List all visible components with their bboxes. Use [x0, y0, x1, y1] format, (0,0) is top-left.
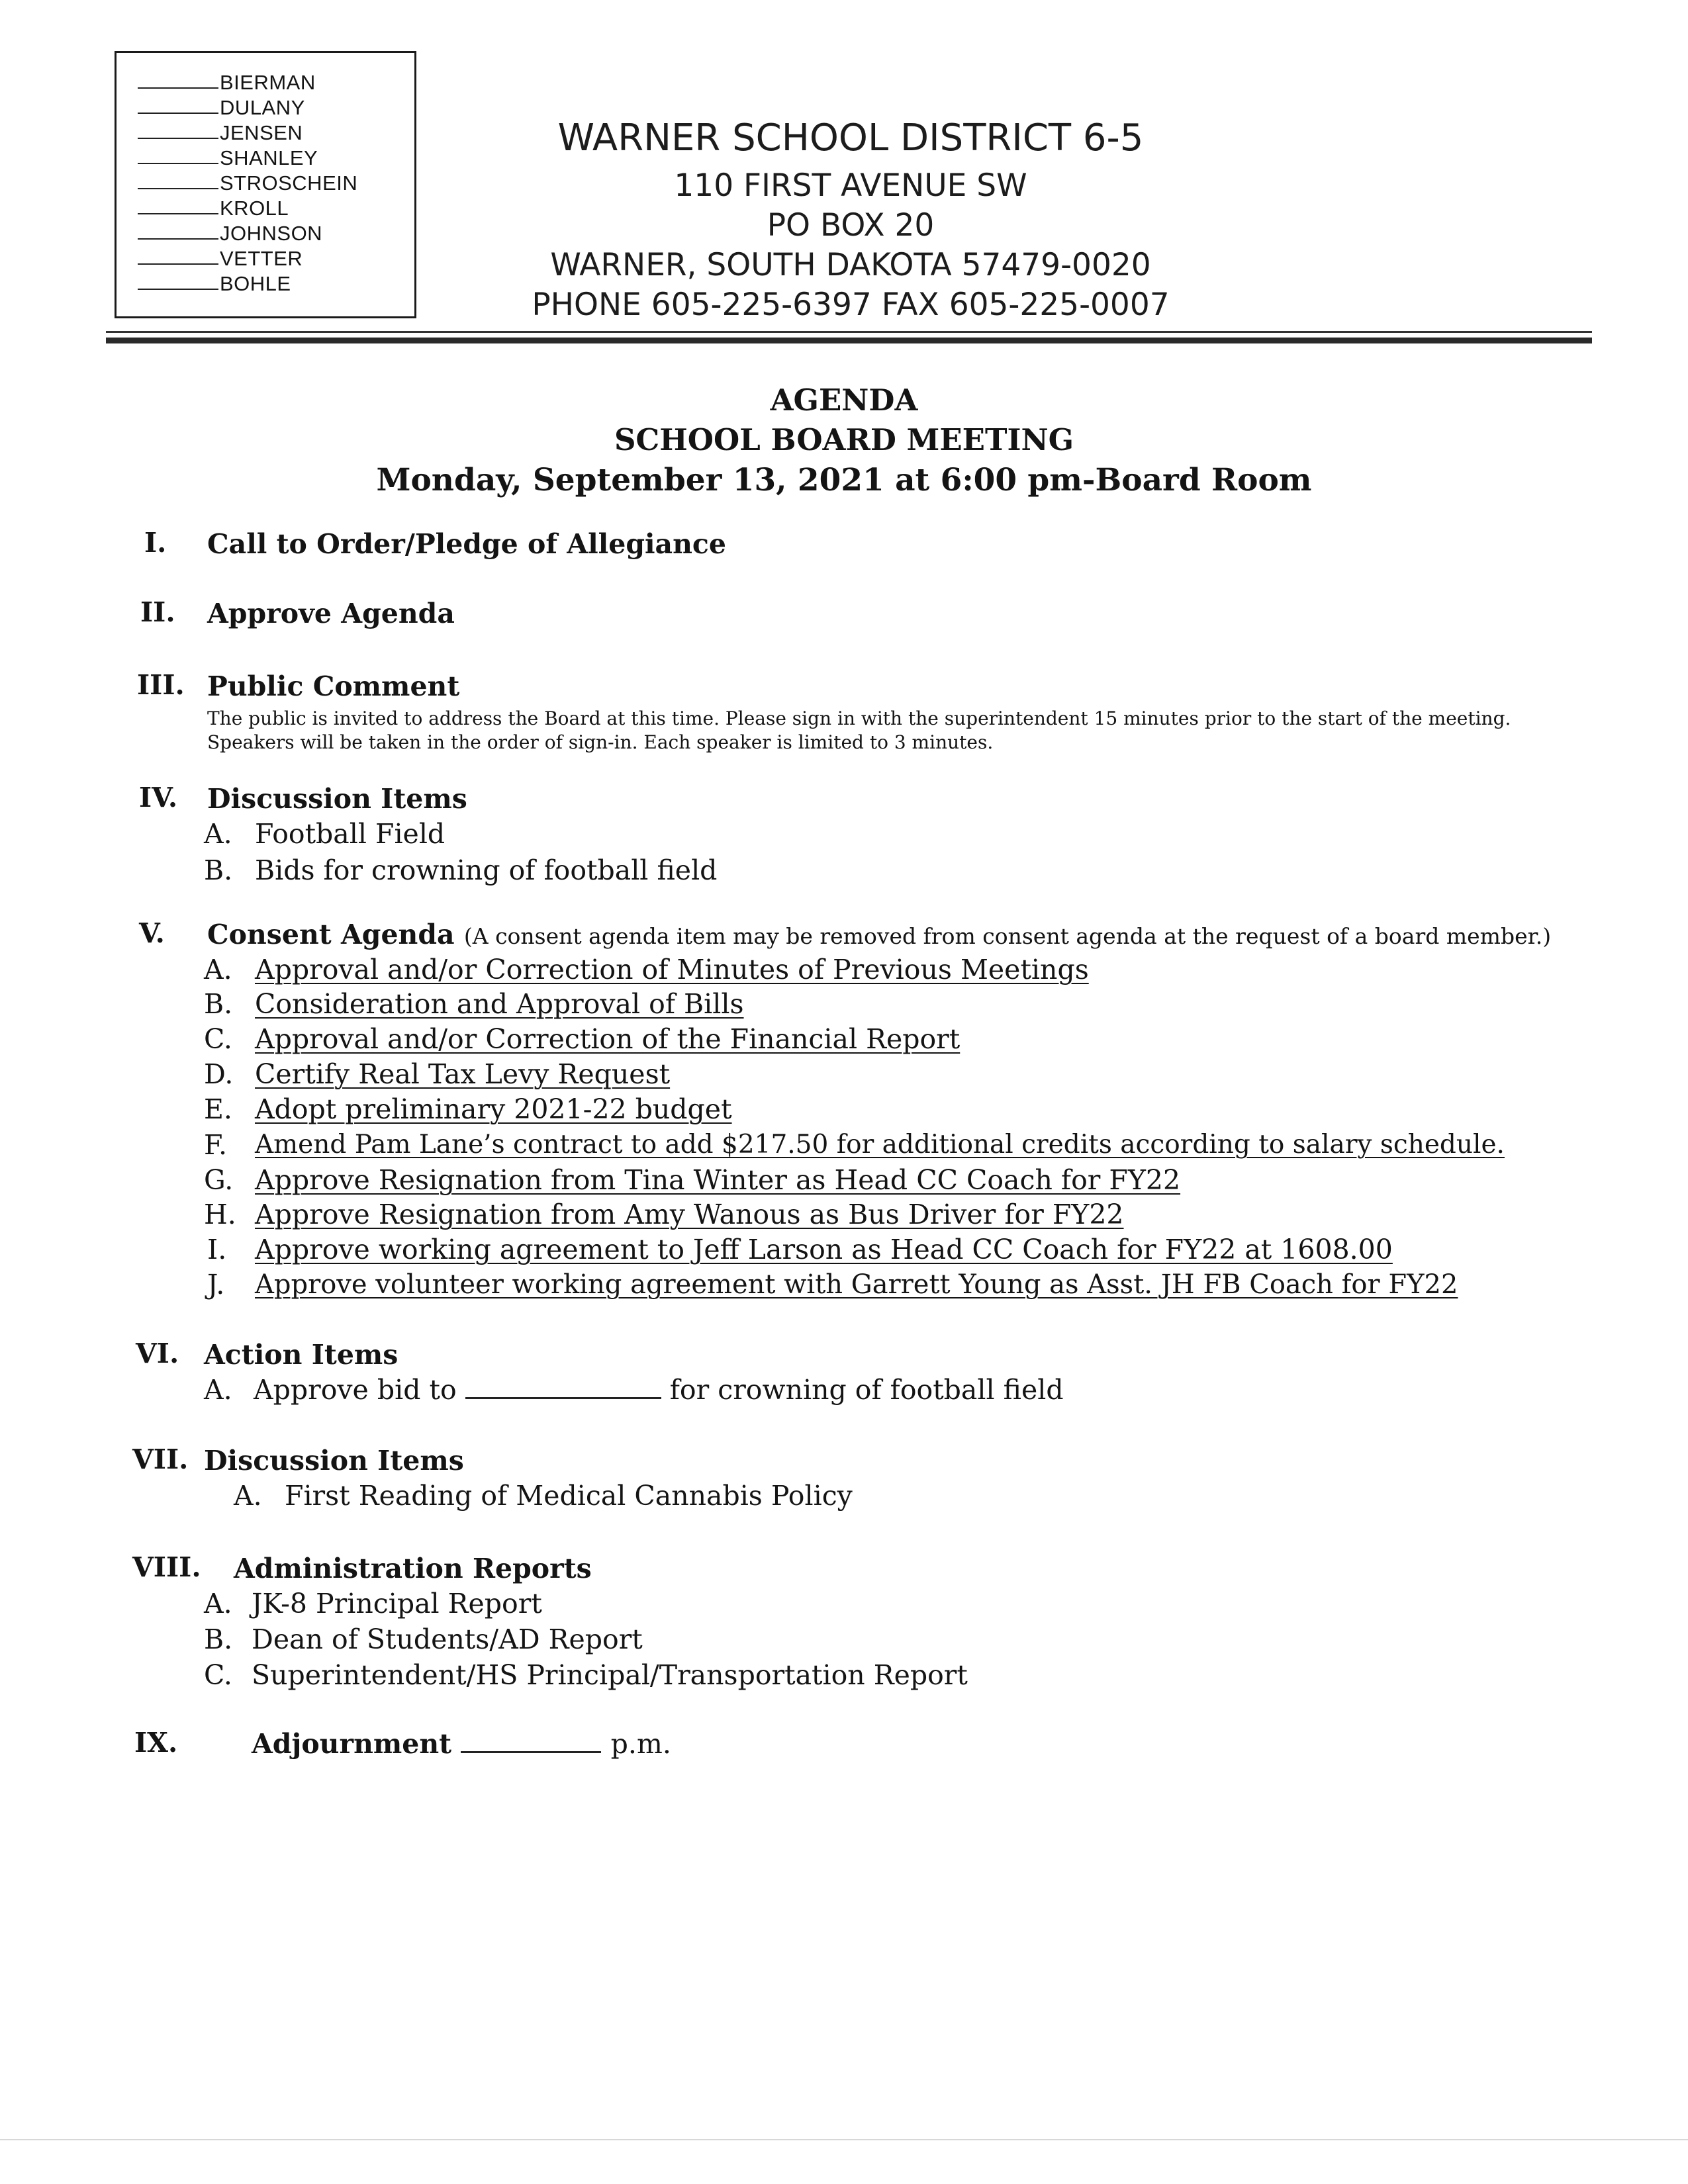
adjournment-label: Adjournment: [252, 1728, 452, 1760]
meeting-title: SCHOOL BOARD MEETING: [614, 422, 1074, 457]
item-letter: F.: [204, 1129, 228, 1161]
attendance-name: SHANLEY: [220, 146, 318, 169]
section-title: Action Items: [204, 1339, 399, 1371]
attendance-name: DULANY: [220, 96, 305, 119]
district-phone-fax: PHONE 605-225-6397 FAX 605-225-0007: [532, 287, 1170, 323]
section-number: V.: [139, 917, 165, 949]
consent-item: Approve working agreement to Jeff Larson as Head CC Coach for FY22 at 1608.00: [255, 1234, 1393, 1265]
attendance-row: [138, 189, 289, 220]
item-letter: A.: [204, 1374, 232, 1406]
action-item: [254, 1373, 1064, 1406]
attendance-blank: [138, 93, 218, 114]
item-letter: J.: [207, 1269, 225, 1300]
section-number: IX.: [134, 1727, 178, 1758]
section-number: IV.: [139, 782, 178, 813]
attendance-blank: [138, 193, 218, 214]
attendance-name: JOHNSON: [220, 222, 323, 245]
item-letter: A.: [234, 1480, 262, 1512]
item-letter: G.: [204, 1164, 234, 1196]
consent-item: Approve Resignation from Amy Wanous as Bus Driver for FY22: [255, 1199, 1124, 1230]
section-title: Approve Agenda: [207, 598, 455, 629]
bidder-blank: [465, 1375, 661, 1399]
item-letter: C.: [204, 1023, 232, 1055]
attendance-box: [115, 51, 416, 318]
attendance-blank: [138, 168, 218, 189]
attendance-blank: [138, 118, 218, 139]
item-letter: A.: [204, 818, 232, 850]
consent-item: Approve volunteer working agreement with Garrett Young as Asst. JH FB Coach for FY22: [255, 1269, 1458, 1300]
document-title: AGENDA: [770, 383, 918, 418]
attendance-blank: [138, 143, 218, 164]
attendance-row: [138, 265, 291, 295]
attendance-blank: [138, 68, 218, 89]
public-comment-text: The public is invited to address the Board at this time. Please sign in with the superintendent 15 minutes prior to the start of the meeting.: [207, 707, 1511, 729]
adjournment: [252, 1727, 671, 1760]
consent-agenda-note: (A consent agenda item may be removed from consent agenda at the request of a board member.): [463, 923, 1552, 949]
attendance-row: [138, 214, 323, 245]
attendance-name: KROLL: [220, 197, 289, 220]
page-bottom-edge: [0, 2139, 1688, 2140]
attendance-name: VETTER: [220, 247, 303, 270]
item-letter: B.: [204, 854, 233, 886]
adjournment-time-blank: [461, 1729, 601, 1753]
adjournment-suffix: p.m.: [610, 1728, 671, 1760]
item-letter: B.: [204, 1623, 233, 1655]
agenda-item: JK-8 Principal Report: [252, 1588, 542, 1619]
item-letter: C.: [204, 1659, 232, 1691]
district-address-line1: 110 FIRST AVENUE SW: [674, 167, 1027, 204]
consent-item: Consideration and Approval of Bills: [255, 988, 744, 1020]
attendance-name: BOHLE: [220, 272, 291, 295]
section-number: VIII.: [132, 1551, 201, 1583]
agenda-item: Superintendent/HS Principal/Transportation Report: [252, 1659, 968, 1691]
section-title: Discussion Items: [207, 783, 467, 815]
consent-item: Approval and/or Correction of the Financial Report: [255, 1023, 961, 1055]
section-number: I.: [144, 527, 167, 559]
section-title: Call to Order/Pledge of Allegiance: [207, 528, 726, 560]
section-title: Administration Reports: [234, 1553, 592, 1584]
consent-item: Amend Pam Lane’s contract to add $217.50 for additional credits according to salary schedule.: [255, 1130, 1505, 1160]
item-letter: H.: [204, 1199, 236, 1230]
attendance-row: [138, 114, 303, 144]
attendance-row: [138, 240, 303, 270]
meeting-date: Monday, September 13, 2021 at 6:00 pm-Board Room: [376, 462, 1312, 498]
district-name: WARNER SCHOOL DISTRICT 6-5: [557, 116, 1144, 159]
attendance-row: [138, 89, 305, 119]
action-item-text: for crowning of football field: [669, 1374, 1064, 1406]
item-letter: A.: [204, 1588, 232, 1619]
attendance-blank: [138, 269, 218, 290]
agenda-item: Dean of Students/AD Report: [252, 1623, 643, 1655]
consent-agenda-label: Consent Agenda: [207, 919, 455, 950]
district-city-state-zip: WARNER, SOUTH DAKOTA 57479-0020: [550, 247, 1151, 283]
item-letter: D.: [204, 1058, 234, 1090]
attendance-blank: [138, 244, 218, 265]
section-number: VII.: [132, 1443, 189, 1475]
attendance-row: [138, 164, 358, 195]
attendance-name: BIERMAN: [220, 71, 316, 94]
section-title: Public Comment: [207, 670, 460, 702]
item-letter: B.: [204, 988, 233, 1020]
consent-item: Approve Resignation from Tina Winter as Head CC Coach for FY22: [255, 1164, 1181, 1196]
agenda-item: Bids for crowning of football field: [255, 854, 718, 886]
attendance-blank: [138, 218, 218, 240]
attendance-name: JENSEN: [220, 121, 303, 144]
public-comment-text: Speakers will be taken in the order of sign-in. Each speaker is limited to 3 minutes.: [207, 731, 994, 753]
attendance-name: STROSCHEIN: [220, 171, 358, 195]
action-item-text: Approve bid to: [254, 1374, 457, 1406]
section-number: VI.: [136, 1338, 179, 1369]
section-title: [207, 918, 1551, 953]
attendance-row: [138, 64, 316, 94]
attendance-row: [138, 139, 318, 169]
district-address-line2: PO BOX 20: [767, 207, 935, 244]
item-letter: A.: [204, 954, 232, 985]
section-number: III.: [137, 669, 185, 701]
agenda-item: First Reading of Medical Cannabis Policy: [285, 1480, 853, 1512]
consent-item: Certify Real Tax Levy Request: [255, 1058, 671, 1090]
section-number: II.: [140, 596, 175, 628]
letterhead-divider-thin: [106, 331, 1592, 333]
letterhead-divider-thick: [106, 338, 1592, 343]
item-letter: I.: [207, 1234, 227, 1265]
consent-item: Approval and/or Correction of Minutes of Previous Meetings: [255, 954, 1089, 985]
section-title: Discussion Items: [204, 1445, 464, 1477]
item-letter: E.: [204, 1093, 232, 1125]
agenda-item: Football Field: [255, 818, 445, 850]
consent-item: Adopt preliminary 2021-22 budget: [255, 1093, 732, 1125]
